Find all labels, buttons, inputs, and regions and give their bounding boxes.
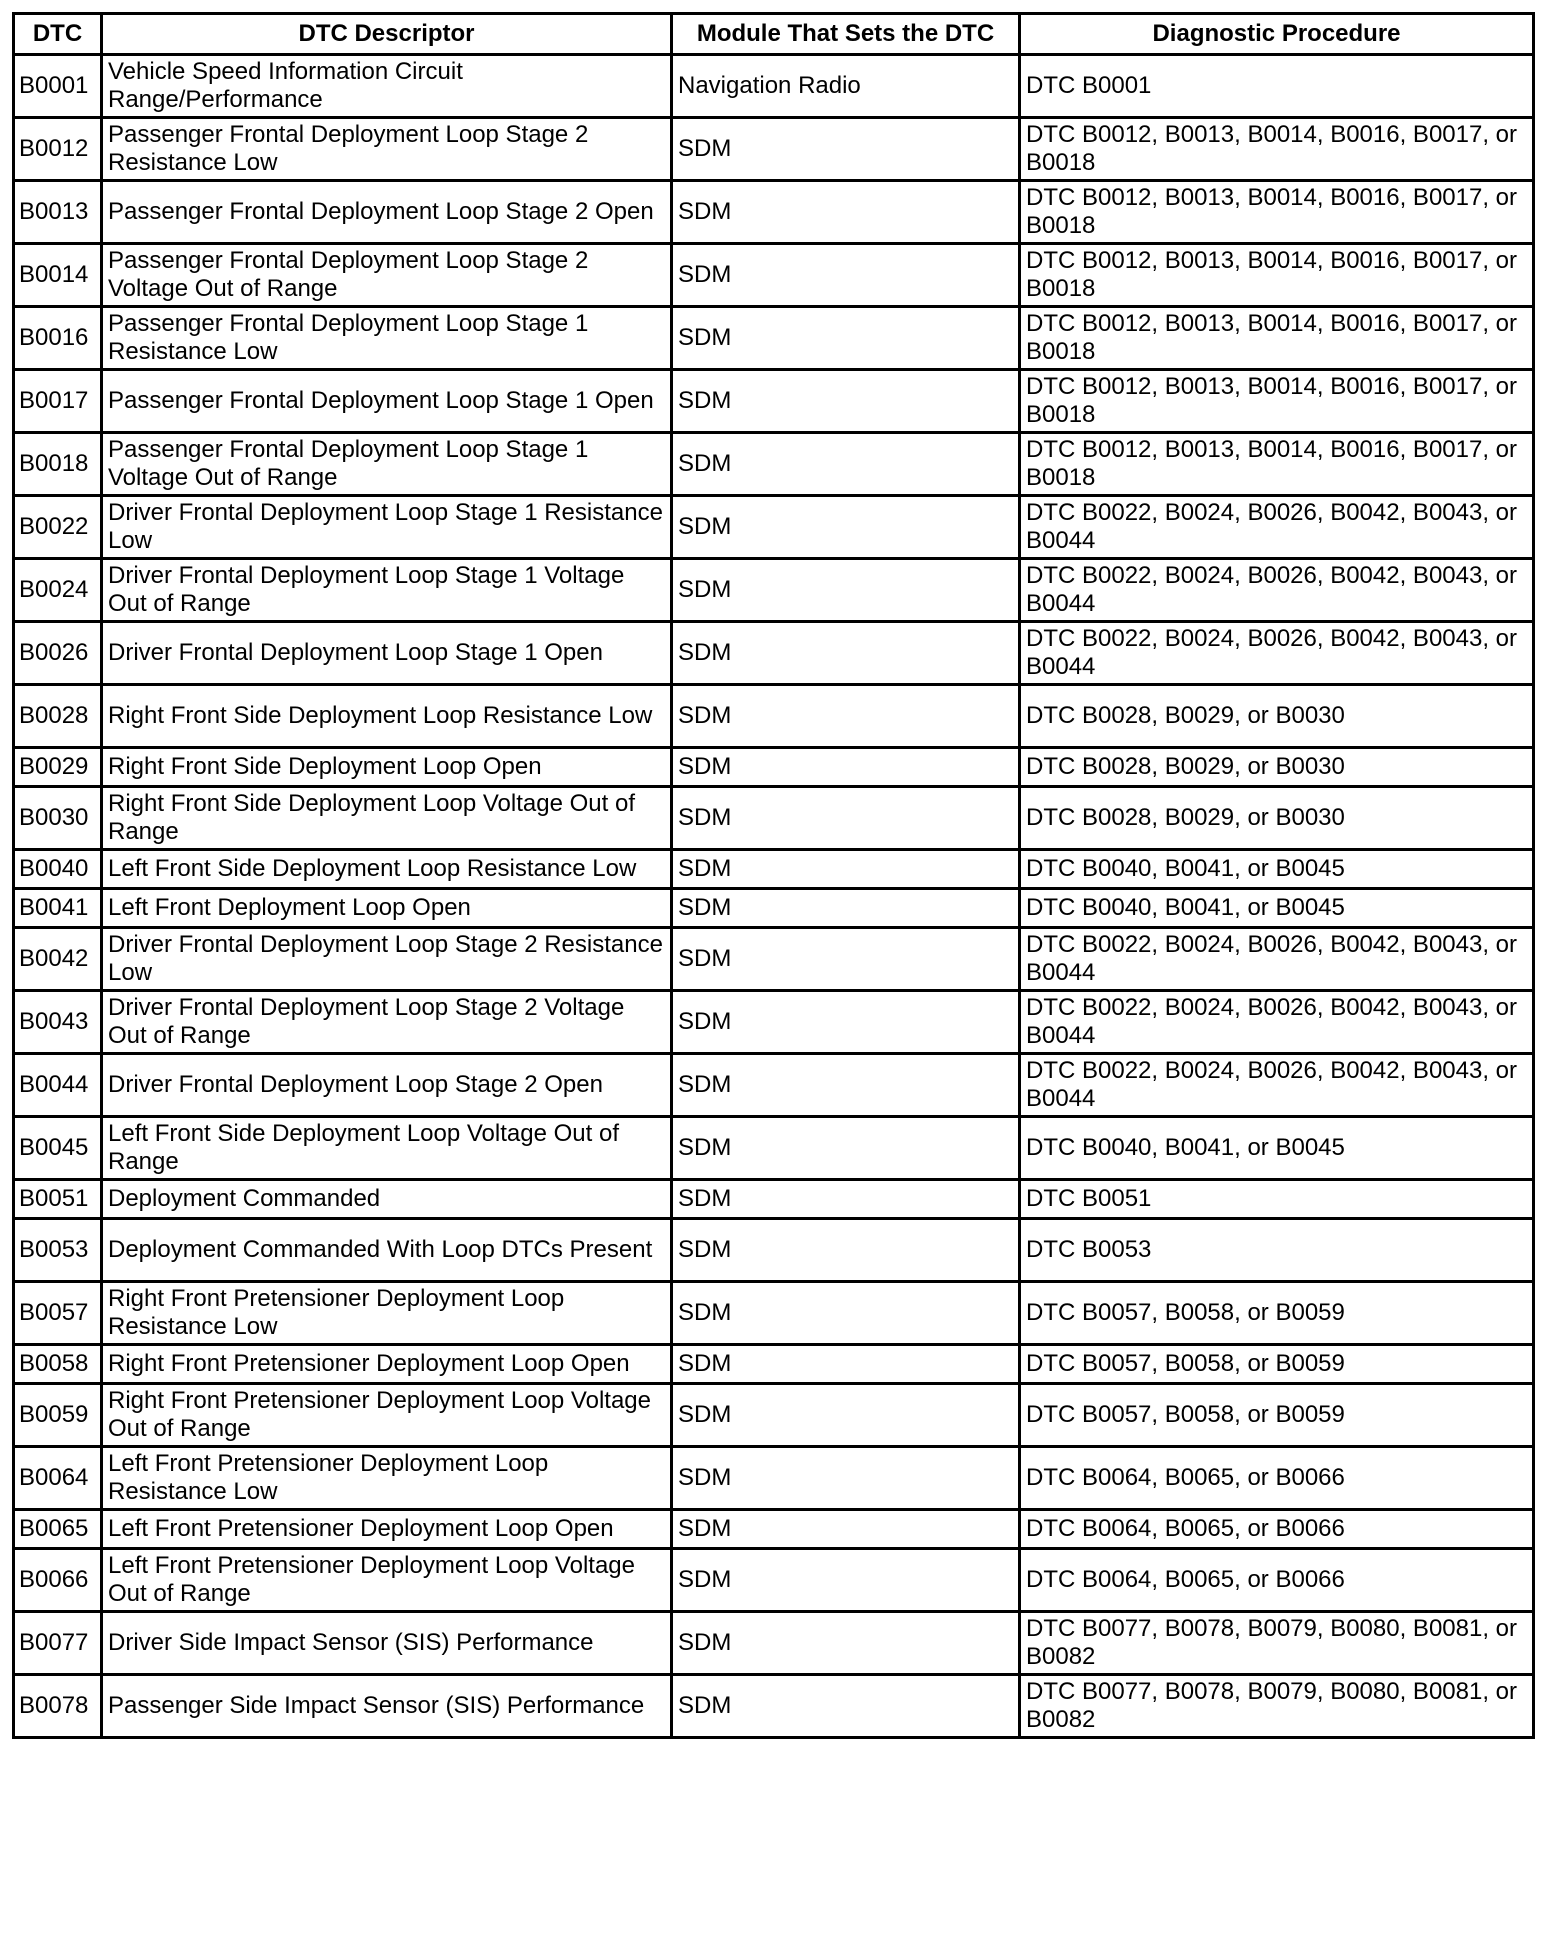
table-row bbox=[14, 787, 1534, 850]
module-cell: SDM bbox=[672, 181, 1020, 244]
table-row bbox=[14, 1180, 1534, 1219]
dtc-code-cell: B0043 bbox=[14, 991, 102, 1054]
diagnostic-procedure-cell: DTC B0077, B0078, B0079, B0080, B0081, or B0082 bbox=[1020, 1675, 1534, 1738]
table-row bbox=[14, 496, 1534, 559]
dtc-code-cell: B0040 bbox=[14, 850, 102, 889]
header-diagnostic-procedure: Diagnostic Procedure bbox=[1020, 14, 1534, 55]
dtc-descriptor-cell: Left Front Pretensioner Deployment Loop Resistance Low bbox=[102, 1447, 672, 1510]
table-row bbox=[14, 685, 1534, 748]
diagnostic-procedure-cell: DTC B0057, B0058, or B0059 bbox=[1020, 1282, 1534, 1345]
dtc-descriptor-cell: Passenger Side Impact Sensor (SIS) Performance bbox=[102, 1675, 672, 1738]
dtc-code-cell: B0022 bbox=[14, 496, 102, 559]
dtc-code-cell: B0066 bbox=[14, 1549, 102, 1612]
dtc-descriptor-cell: Driver Frontal Deployment Loop Stage 1 Resistance Low bbox=[102, 496, 672, 559]
dtc-descriptor-cell: Left Front Pretensioner Deployment Loop Open bbox=[102, 1510, 672, 1549]
header-dtc-descriptor: DTC Descriptor bbox=[102, 14, 672, 55]
dtc-descriptor-cell: Driver Frontal Deployment Loop Stage 1 Open bbox=[102, 622, 672, 685]
diagnostic-procedure-cell: DTC B0022, B0024, B0026, B0042, B0043, or B0044 bbox=[1020, 622, 1534, 685]
module-cell: SDM bbox=[672, 787, 1020, 850]
diagnostic-procedure-cell: DTC B0040, B0041, or B0045 bbox=[1020, 889, 1534, 928]
table-row bbox=[14, 559, 1534, 622]
dtc-table bbox=[12, 12, 1535, 1739]
diagnostic-procedure-cell: DTC B0012, B0013, B0014, B0016, B0017, or B0018 bbox=[1020, 244, 1534, 307]
dtc-code-cell: B0057 bbox=[14, 1282, 102, 1345]
dtc-descriptor-cell: Left Front Side Deployment Loop Voltage Out of Range bbox=[102, 1117, 672, 1180]
dtc-descriptor-cell: Driver Frontal Deployment Loop Stage 1 Voltage Out of Range bbox=[102, 559, 672, 622]
module-cell: SDM bbox=[672, 244, 1020, 307]
dtc-descriptor-cell: Deployment Commanded bbox=[102, 1180, 672, 1219]
table-row bbox=[14, 622, 1534, 685]
module-cell: SDM bbox=[672, 991, 1020, 1054]
dtc-code-cell: B0030 bbox=[14, 787, 102, 850]
dtc-code-cell: B0013 bbox=[14, 181, 102, 244]
dtc-descriptor-cell: Driver Frontal Deployment Loop Stage 2 Resistance Low bbox=[102, 928, 672, 991]
table-row bbox=[14, 1549, 1534, 1612]
dtc-code-cell: B0017 bbox=[14, 370, 102, 433]
dtc-descriptor-cell: Right Front Side Deployment Loop Open bbox=[102, 748, 672, 787]
table-row bbox=[14, 748, 1534, 787]
dtc-descriptor-cell: Left Front Deployment Loop Open bbox=[102, 889, 672, 928]
dtc-code-cell: B0077 bbox=[14, 1612, 102, 1675]
dtc-code-cell: B0053 bbox=[14, 1219, 102, 1282]
table-row bbox=[14, 1345, 1534, 1384]
dtc-descriptor-cell: Left Front Pretensioner Deployment Loop Voltage Out of Range bbox=[102, 1549, 672, 1612]
diagnostic-procedure-cell: DTC B0040, B0041, or B0045 bbox=[1020, 850, 1534, 889]
diagnostic-procedure-cell: DTC B0022, B0024, B0026, B0042, B0043, or B0044 bbox=[1020, 991, 1534, 1054]
module-cell: SDM bbox=[672, 370, 1020, 433]
diagnostic-procedure-cell: DTC B0064, B0065, or B0066 bbox=[1020, 1447, 1534, 1510]
diagnostic-procedure-cell: DTC B0012, B0013, B0014, B0016, B0017, or B0018 bbox=[1020, 307, 1534, 370]
dtc-descriptor-cell: Right Front Pretensioner Deployment Loop Voltage Out of Range bbox=[102, 1384, 672, 1447]
dtc-code-cell: B0042 bbox=[14, 928, 102, 991]
table-row bbox=[14, 1675, 1534, 1738]
table-row bbox=[14, 889, 1534, 928]
header-module: Module That Sets the DTC bbox=[672, 14, 1020, 55]
dtc-code-cell: B0001 bbox=[14, 55, 102, 118]
dtc-descriptor-cell: Driver Frontal Deployment Loop Stage 2 Voltage Out of Range bbox=[102, 991, 672, 1054]
module-cell: SDM bbox=[672, 850, 1020, 889]
diagnostic-procedure-cell: DTC B0022, B0024, B0026, B0042, B0043, or B0044 bbox=[1020, 1054, 1534, 1117]
diagnostic-procedure-cell: DTC B0064, B0065, or B0066 bbox=[1020, 1510, 1534, 1549]
module-cell: SDM bbox=[672, 307, 1020, 370]
diagnostic-procedure-cell: DTC B0057, B0058, or B0059 bbox=[1020, 1384, 1534, 1447]
dtc-code-cell: B0078 bbox=[14, 1675, 102, 1738]
module-cell: SDM bbox=[672, 433, 1020, 496]
dtc-descriptor-cell: Passenger Frontal Deployment Loop Stage 1 Voltage Out of Range bbox=[102, 433, 672, 496]
table-row bbox=[14, 244, 1534, 307]
diagnostic-procedure-cell: DTC B0012, B0013, B0014, B0016, B0017, or B0018 bbox=[1020, 370, 1534, 433]
table-row bbox=[14, 1054, 1534, 1117]
diagnostic-procedure-cell: DTC B0064, B0065, or B0066 bbox=[1020, 1549, 1534, 1612]
table-row bbox=[14, 1282, 1534, 1345]
diagnostic-procedure-cell: DTC B0012, B0013, B0014, B0016, B0017, or B0018 bbox=[1020, 181, 1534, 244]
module-cell: SDM bbox=[672, 889, 1020, 928]
dtc-descriptor-cell: Right Front Side Deployment Loop Voltage Out of Range bbox=[102, 787, 672, 850]
module-cell: SDM bbox=[672, 1282, 1020, 1345]
module-cell: SDM bbox=[672, 1510, 1020, 1549]
table-body bbox=[14, 55, 1534, 1738]
module-cell: SDM bbox=[672, 1675, 1020, 1738]
diagnostic-procedure-cell: DTC B0077, B0078, B0079, B0080, B0081, or B0082 bbox=[1020, 1612, 1534, 1675]
diagnostic-procedure-cell: DTC B0028, B0029, or B0030 bbox=[1020, 787, 1534, 850]
table-row bbox=[14, 307, 1534, 370]
table-row bbox=[14, 433, 1534, 496]
module-cell: SDM bbox=[672, 1384, 1020, 1447]
table-row bbox=[14, 1447, 1534, 1510]
module-cell: SDM bbox=[672, 1117, 1020, 1180]
dtc-code-cell: B0029 bbox=[14, 748, 102, 787]
dtc-code-cell: B0041 bbox=[14, 889, 102, 928]
table-row bbox=[14, 1612, 1534, 1675]
module-cell: Navigation Radio bbox=[672, 55, 1020, 118]
dtc-code-cell: B0024 bbox=[14, 559, 102, 622]
table-row bbox=[14, 1384, 1534, 1447]
dtc-code-cell: B0065 bbox=[14, 1510, 102, 1549]
dtc-code-cell: B0045 bbox=[14, 1117, 102, 1180]
module-cell: SDM bbox=[672, 1219, 1020, 1282]
table-row bbox=[14, 928, 1534, 991]
diagnostic-procedure-cell: DTC B0012, B0013, B0014, B0016, B0017, or B0018 bbox=[1020, 118, 1534, 181]
diagnostic-procedure-cell: DTC B0057, B0058, or B0059 bbox=[1020, 1345, 1534, 1384]
diagnostic-procedure-cell: DTC B0028, B0029, or B0030 bbox=[1020, 685, 1534, 748]
dtc-code-cell: B0028 bbox=[14, 685, 102, 748]
module-cell: SDM bbox=[672, 1345, 1020, 1384]
table-row bbox=[14, 370, 1534, 433]
module-cell: SDM bbox=[672, 748, 1020, 787]
dtc-descriptor-cell: Passenger Frontal Deployment Loop Stage 2 Resistance Low bbox=[102, 118, 672, 181]
diagnostic-procedure-cell: DTC B0022, B0024, B0026, B0042, B0043, or B0044 bbox=[1020, 559, 1534, 622]
table-row bbox=[14, 118, 1534, 181]
diagnostic-procedure-cell: DTC B0022, B0024, B0026, B0042, B0043, or B0044 bbox=[1020, 928, 1534, 991]
diagnostic-procedure-cell: DTC B0053 bbox=[1020, 1219, 1534, 1282]
dtc-code-cell: B0051 bbox=[14, 1180, 102, 1219]
dtc-code-cell: B0014 bbox=[14, 244, 102, 307]
dtc-descriptor-cell: Right Front Pretensioner Deployment Loop Open bbox=[102, 1345, 672, 1384]
module-cell: SDM bbox=[672, 1612, 1020, 1675]
dtc-code-cell: B0026 bbox=[14, 622, 102, 685]
document-page bbox=[12, 12, 1532, 1739]
module-cell: SDM bbox=[672, 1054, 1020, 1117]
diagnostic-procedure-cell: DTC B0051 bbox=[1020, 1180, 1534, 1219]
diagnostic-procedure-cell: DTC B0001 bbox=[1020, 55, 1534, 118]
diagnostic-procedure-cell: DTC B0028, B0029, or B0030 bbox=[1020, 748, 1534, 787]
dtc-descriptor-cell: Passenger Frontal Deployment Loop Stage 2 Voltage Out of Range bbox=[102, 244, 672, 307]
dtc-code-cell: B0012 bbox=[14, 118, 102, 181]
module-cell: SDM bbox=[672, 559, 1020, 622]
module-cell: SDM bbox=[672, 496, 1020, 559]
dtc-code-cell: B0058 bbox=[14, 1345, 102, 1384]
dtc-descriptor-cell: Driver Side Impact Sensor (SIS) Performance bbox=[102, 1612, 672, 1675]
dtc-descriptor-cell: Vehicle Speed Information Circuit Range/Performance bbox=[102, 55, 672, 118]
module-cell: SDM bbox=[672, 1180, 1020, 1219]
table-row bbox=[14, 850, 1534, 889]
dtc-descriptor-cell: Driver Frontal Deployment Loop Stage 2 Open bbox=[102, 1054, 672, 1117]
module-cell: SDM bbox=[672, 928, 1020, 991]
dtc-descriptor-cell: Right Front Pretensioner Deployment Loop Resistance Low bbox=[102, 1282, 672, 1345]
dtc-code-cell: B0016 bbox=[14, 307, 102, 370]
table-row bbox=[14, 1117, 1534, 1180]
module-cell: SDM bbox=[672, 685, 1020, 748]
dtc-descriptor-cell: Right Front Side Deployment Loop Resistance Low bbox=[102, 685, 672, 748]
dtc-code-cell: B0064 bbox=[14, 1447, 102, 1510]
dtc-code-cell: B0044 bbox=[14, 1054, 102, 1117]
dtc-code-cell: B0059 bbox=[14, 1384, 102, 1447]
header-dtc: DTC bbox=[14, 14, 102, 55]
module-cell: SDM bbox=[672, 622, 1020, 685]
diagnostic-procedure-cell: DTC B0040, B0041, or B0045 bbox=[1020, 1117, 1534, 1180]
table-row bbox=[14, 1510, 1534, 1549]
diagnostic-procedure-cell: DTC B0022, B0024, B0026, B0042, B0043, or B0044 bbox=[1020, 496, 1534, 559]
module-cell: SDM bbox=[672, 1447, 1020, 1510]
dtc-descriptor-cell: Passenger Frontal Deployment Loop Stage 1 Open bbox=[102, 370, 672, 433]
dtc-descriptor-cell: Passenger Frontal Deployment Loop Stage 2 Open bbox=[102, 181, 672, 244]
table-row bbox=[14, 181, 1534, 244]
dtc-descriptor-cell: Deployment Commanded With Loop DTCs Present bbox=[102, 1219, 672, 1282]
table-header-row bbox=[14, 14, 1534, 55]
diagnostic-procedure-cell: DTC B0012, B0013, B0014, B0016, B0017, or B0018 bbox=[1020, 433, 1534, 496]
dtc-code-cell: B0018 bbox=[14, 433, 102, 496]
table-row bbox=[14, 55, 1534, 118]
table-row bbox=[14, 991, 1534, 1054]
module-cell: SDM bbox=[672, 1549, 1020, 1612]
module-cell: SDM bbox=[672, 118, 1020, 181]
dtc-descriptor-cell: Passenger Frontal Deployment Loop Stage 1 Resistance Low bbox=[102, 307, 672, 370]
dtc-descriptor-cell: Left Front Side Deployment Loop Resistance Low bbox=[102, 850, 672, 889]
table-row bbox=[14, 1219, 1534, 1282]
